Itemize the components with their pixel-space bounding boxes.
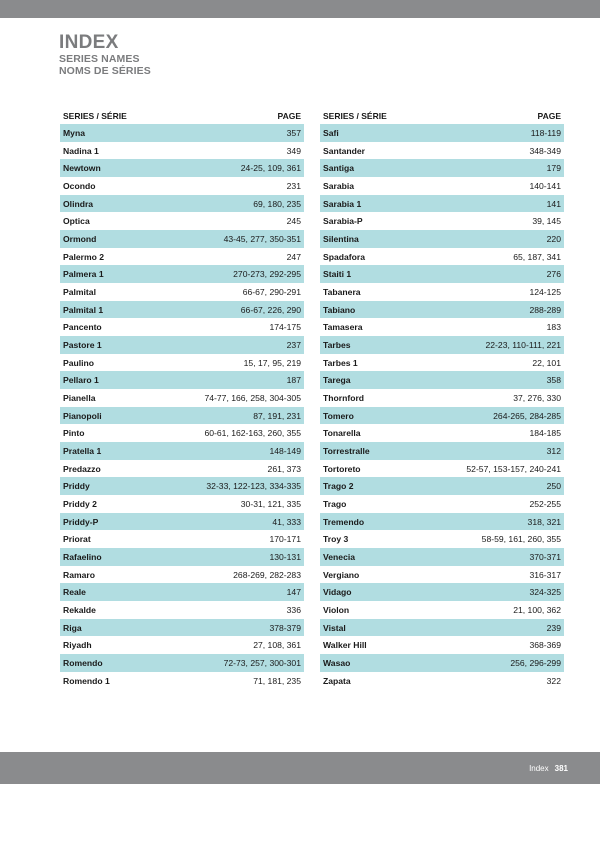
page-ref: 24-25, 109, 361: [240, 163, 301, 174]
series-name: Olindra: [63, 198, 94, 209]
index-row: [320, 265, 564, 283]
series-name: Palmital: [63, 286, 96, 297]
series-name: Sarabia-P: [323, 216, 363, 227]
series-name: Pianopoli: [63, 410, 102, 421]
page-ref: 148-149: [269, 445, 301, 456]
page-ref: 15, 17, 95, 219: [243, 357, 301, 368]
series-name: Pancento: [63, 322, 102, 333]
series-name: Priorat: [63, 534, 91, 545]
index-row: [60, 460, 304, 478]
series-name: Optica: [63, 216, 90, 227]
page-ref: 368-369: [529, 640, 561, 651]
index-row: [60, 283, 304, 301]
series-header: SERIES / SÉRIE: [323, 110, 387, 121]
page-header: PAGE: [537, 110, 561, 121]
series-name: Zapata: [323, 675, 351, 686]
index-row: [60, 672, 304, 690]
series-name: Wasao: [323, 657, 351, 668]
title-block: [59, 33, 151, 77]
index-row: [320, 548, 564, 566]
series-name: Priddy: [63, 481, 90, 492]
index-row: [320, 195, 564, 213]
column-header: [320, 107, 564, 124]
top-band: [0, 0, 600, 18]
index-row: [60, 177, 304, 195]
page-ref: 378-379: [269, 622, 301, 633]
series-name: Rafaelino: [63, 551, 102, 562]
page-ref: 22-23, 110-111, 221: [485, 339, 561, 350]
index-row: [60, 654, 304, 672]
index-row: [60, 230, 304, 248]
index-row: [60, 265, 304, 283]
page-ref: 66-67, 290-291: [242, 286, 301, 297]
series-name: Staiti 1: [323, 269, 352, 280]
index-row: [60, 566, 304, 584]
index-row: [60, 212, 304, 230]
index-row: [320, 159, 564, 177]
series-name: Pinto: [63, 428, 85, 439]
series-name: Tortoreto: [323, 463, 361, 474]
index-row: [320, 301, 564, 319]
index-row: [320, 601, 564, 619]
index-row: [320, 389, 564, 407]
page-ref: 184-185: [529, 428, 561, 439]
index-row: [60, 195, 304, 213]
page-ref: 52-57, 153-157, 240-241: [466, 463, 561, 474]
series-name: Nadina 1: [63, 145, 99, 156]
page-ref: 65, 187, 341: [513, 251, 561, 262]
page-ref: 264-265, 284-285: [493, 410, 561, 421]
index-row: [320, 619, 564, 637]
series-name: Thornford: [323, 392, 365, 403]
page-ref: 58-59, 161, 260, 355: [481, 534, 561, 545]
index-row: [60, 159, 304, 177]
index-row: [320, 424, 564, 442]
index-row: [60, 124, 304, 142]
index-row: [60, 548, 304, 566]
index-row: [60, 354, 304, 372]
footer: [529, 764, 568, 773]
series-name: Paulino: [63, 357, 95, 368]
index-row: [320, 513, 564, 531]
series-name: Santiga: [323, 163, 355, 174]
series-name: Safi: [323, 127, 339, 138]
index-row: [320, 460, 564, 478]
series-name: Ormond: [63, 233, 97, 244]
index-row: [320, 407, 564, 425]
index-rows-left: [60, 124, 304, 690]
page-ref: 32-33, 122-123, 334-335: [206, 481, 301, 492]
page-title: INDEX: [59, 32, 119, 53]
page-ref: 270-273, 292-295: [233, 269, 301, 280]
series-name: Priddy 2: [63, 498, 97, 509]
index-row: [60, 619, 304, 637]
page-ref: 179: [546, 163, 561, 174]
page-ref: 250: [546, 481, 561, 492]
page-ref: 21, 100, 362: [513, 604, 561, 615]
series-name: Tamasera: [323, 322, 363, 333]
series-name: Riyadh: [63, 640, 92, 651]
index-column-right: [320, 107, 564, 690]
page-ref: 245: [286, 216, 301, 227]
series-name: Tabanera: [323, 286, 361, 297]
page-ref: 324-325: [529, 587, 561, 598]
footer-band: [0, 752, 600, 784]
series-name: Priddy-P: [63, 516, 99, 527]
index-row: [60, 530, 304, 548]
series-name: Tarbes 1: [323, 357, 358, 368]
index-row: [60, 407, 304, 425]
series-name: Pianella: [63, 392, 96, 403]
series-name: Tonarella: [323, 428, 361, 439]
subtitle-english: SERIES NAMES: [59, 53, 140, 65]
page-header: PAGE: [277, 110, 301, 121]
page-ref: 74-77, 166, 258, 304-305: [204, 392, 301, 403]
index-row: [60, 371, 304, 389]
series-name: Tarega: [323, 375, 351, 386]
index-row: [60, 477, 304, 495]
index-column-left: [60, 107, 304, 690]
page-ref: 239: [546, 622, 561, 633]
page-ref: 349: [286, 145, 301, 156]
index-row: [60, 301, 304, 319]
index-row: [60, 495, 304, 513]
series-name: Vidago: [323, 587, 352, 598]
index-row: [320, 636, 564, 654]
index-row: [320, 248, 564, 266]
page-ref: 322: [546, 675, 561, 686]
series-name: Riga: [63, 622, 82, 633]
index-row: [320, 442, 564, 460]
series-name: Ocondo: [63, 180, 96, 191]
page-ref: 22, 101: [532, 357, 561, 368]
index-row: [320, 142, 564, 160]
page-ref: 87, 191, 231: [253, 410, 301, 421]
page-ref: 220: [546, 233, 561, 244]
series-name: Predazzo: [63, 463, 101, 474]
series-name: Trago: [323, 498, 347, 509]
page-ref: 43-45, 277, 350-351: [223, 233, 301, 244]
page-ref: 147: [286, 587, 301, 598]
index-row: [60, 318, 304, 336]
index-row: [320, 230, 564, 248]
index-row: [320, 124, 564, 142]
series-name: Tomero: [323, 410, 354, 421]
page-ref: 187: [286, 375, 301, 386]
page-ref: 357: [286, 127, 301, 138]
series-header: SERIES / SÉRIE: [63, 110, 127, 121]
index-row: [320, 318, 564, 336]
series-name: Sarabia: [323, 180, 355, 191]
index-row: [320, 583, 564, 601]
series-name: Palermo 2: [63, 251, 105, 262]
index-row: [320, 530, 564, 548]
footer-section: Index: [529, 764, 549, 773]
index-row: [60, 424, 304, 442]
series-name: Ramaro: [63, 569, 95, 580]
series-name: Pratella 1: [63, 445, 102, 456]
series-name: Pastore 1: [63, 339, 102, 350]
page-ref: 288-289: [529, 304, 561, 315]
page-ref: 252-255: [529, 498, 561, 509]
page-ref: 66-67, 226, 290: [240, 304, 301, 315]
index-row: [320, 495, 564, 513]
index-row: [60, 336, 304, 354]
page-ref: 37, 276, 330: [513, 392, 561, 403]
series-name: Tabiano: [323, 304, 356, 315]
index-row: [320, 283, 564, 301]
page-ref: 336: [286, 604, 301, 615]
page-ref: 141: [546, 198, 561, 209]
index-row: [60, 442, 304, 460]
index-row: [320, 654, 564, 672]
index-row: [320, 336, 564, 354]
page-ref: 170-171: [269, 534, 301, 545]
series-name: Tremendo: [323, 516, 365, 527]
page-ref: 358: [546, 375, 561, 386]
column-header: [60, 107, 304, 124]
series-name: Troy 3: [323, 534, 349, 545]
index-rows-right: [320, 124, 564, 690]
series-name: Reale: [63, 587, 86, 598]
page-ref: 316-317: [529, 569, 561, 580]
page-ref: 312: [546, 445, 561, 456]
index-row: [60, 636, 304, 654]
page-ref: 348-349: [529, 145, 561, 156]
series-name: Myna: [63, 127, 85, 138]
series-name: Sarabia 1: [323, 198, 362, 209]
page-ref: 237: [286, 339, 301, 350]
index-row: [320, 354, 564, 372]
index-row: [60, 248, 304, 266]
page-ref: 118-119: [530, 127, 561, 138]
series-name: Vistal: [323, 622, 346, 633]
page-ref: 72-73, 257, 300-301: [223, 657, 301, 668]
index-row: [60, 513, 304, 531]
page-ref: 124-125: [529, 286, 561, 297]
series-name: Silentina: [323, 233, 359, 244]
index-row: [60, 583, 304, 601]
series-name: Vergiano: [323, 569, 360, 580]
index-row: [60, 601, 304, 619]
page-ref: 231: [286, 180, 301, 191]
series-name: Torrestralle: [323, 445, 370, 456]
page-ref: 41, 333: [272, 516, 301, 527]
series-name: Violon: [323, 604, 350, 615]
index-row: [320, 477, 564, 495]
page-ref: 183: [546, 322, 561, 333]
index-row: [320, 212, 564, 230]
series-name: Tarbes: [323, 339, 351, 350]
series-name: Walker Hill: [323, 640, 367, 651]
page-ref: 256, 296-299: [510, 657, 561, 668]
index-row: [320, 177, 564, 195]
series-name: Trago 2: [323, 481, 354, 492]
page-ref: 276: [546, 269, 561, 280]
series-name: Rekalde: [63, 604, 96, 615]
series-name: Palmital 1: [63, 304, 104, 315]
page-ref: 30-31, 121, 335: [240, 498, 301, 509]
series-name: Venecia: [323, 551, 356, 562]
page-number: 381: [554, 764, 568, 773]
page-ref: 69, 180, 235: [253, 198, 301, 209]
index-row: [320, 566, 564, 584]
page-ref: 130-131: [269, 551, 301, 562]
page-ref: 268-269, 282-283: [233, 569, 301, 580]
page-ref: 318, 321: [527, 516, 561, 527]
page-ref: 370-371: [529, 551, 561, 562]
page-ref: 27, 108, 361: [253, 640, 301, 651]
page-ref: 261, 373: [267, 463, 301, 474]
series-name: Palmera 1: [63, 269, 104, 280]
series-name: Pellaro 1: [63, 375, 99, 386]
page-ref: 60-61, 162-163, 260, 355: [204, 428, 301, 439]
series-name: Newtown: [63, 163, 101, 174]
series-name: Romendo: [63, 657, 103, 668]
index-row: [60, 389, 304, 407]
index-row: [320, 371, 564, 389]
page-ref: 39, 145: [532, 216, 561, 227]
series-name: Spadafora: [323, 251, 366, 262]
series-name: Santander: [323, 145, 366, 156]
subtitle-french: NOMS DE SÉRIES: [59, 65, 151, 77]
page-ref: 71, 181, 235: [253, 675, 301, 686]
page-ref: 247: [286, 251, 301, 262]
page-ref: 174-175: [269, 322, 301, 333]
series-name: Romendo 1: [63, 675, 110, 686]
index-row: [60, 142, 304, 160]
page-ref: 140-141: [529, 180, 561, 191]
index-row: [320, 672, 564, 690]
